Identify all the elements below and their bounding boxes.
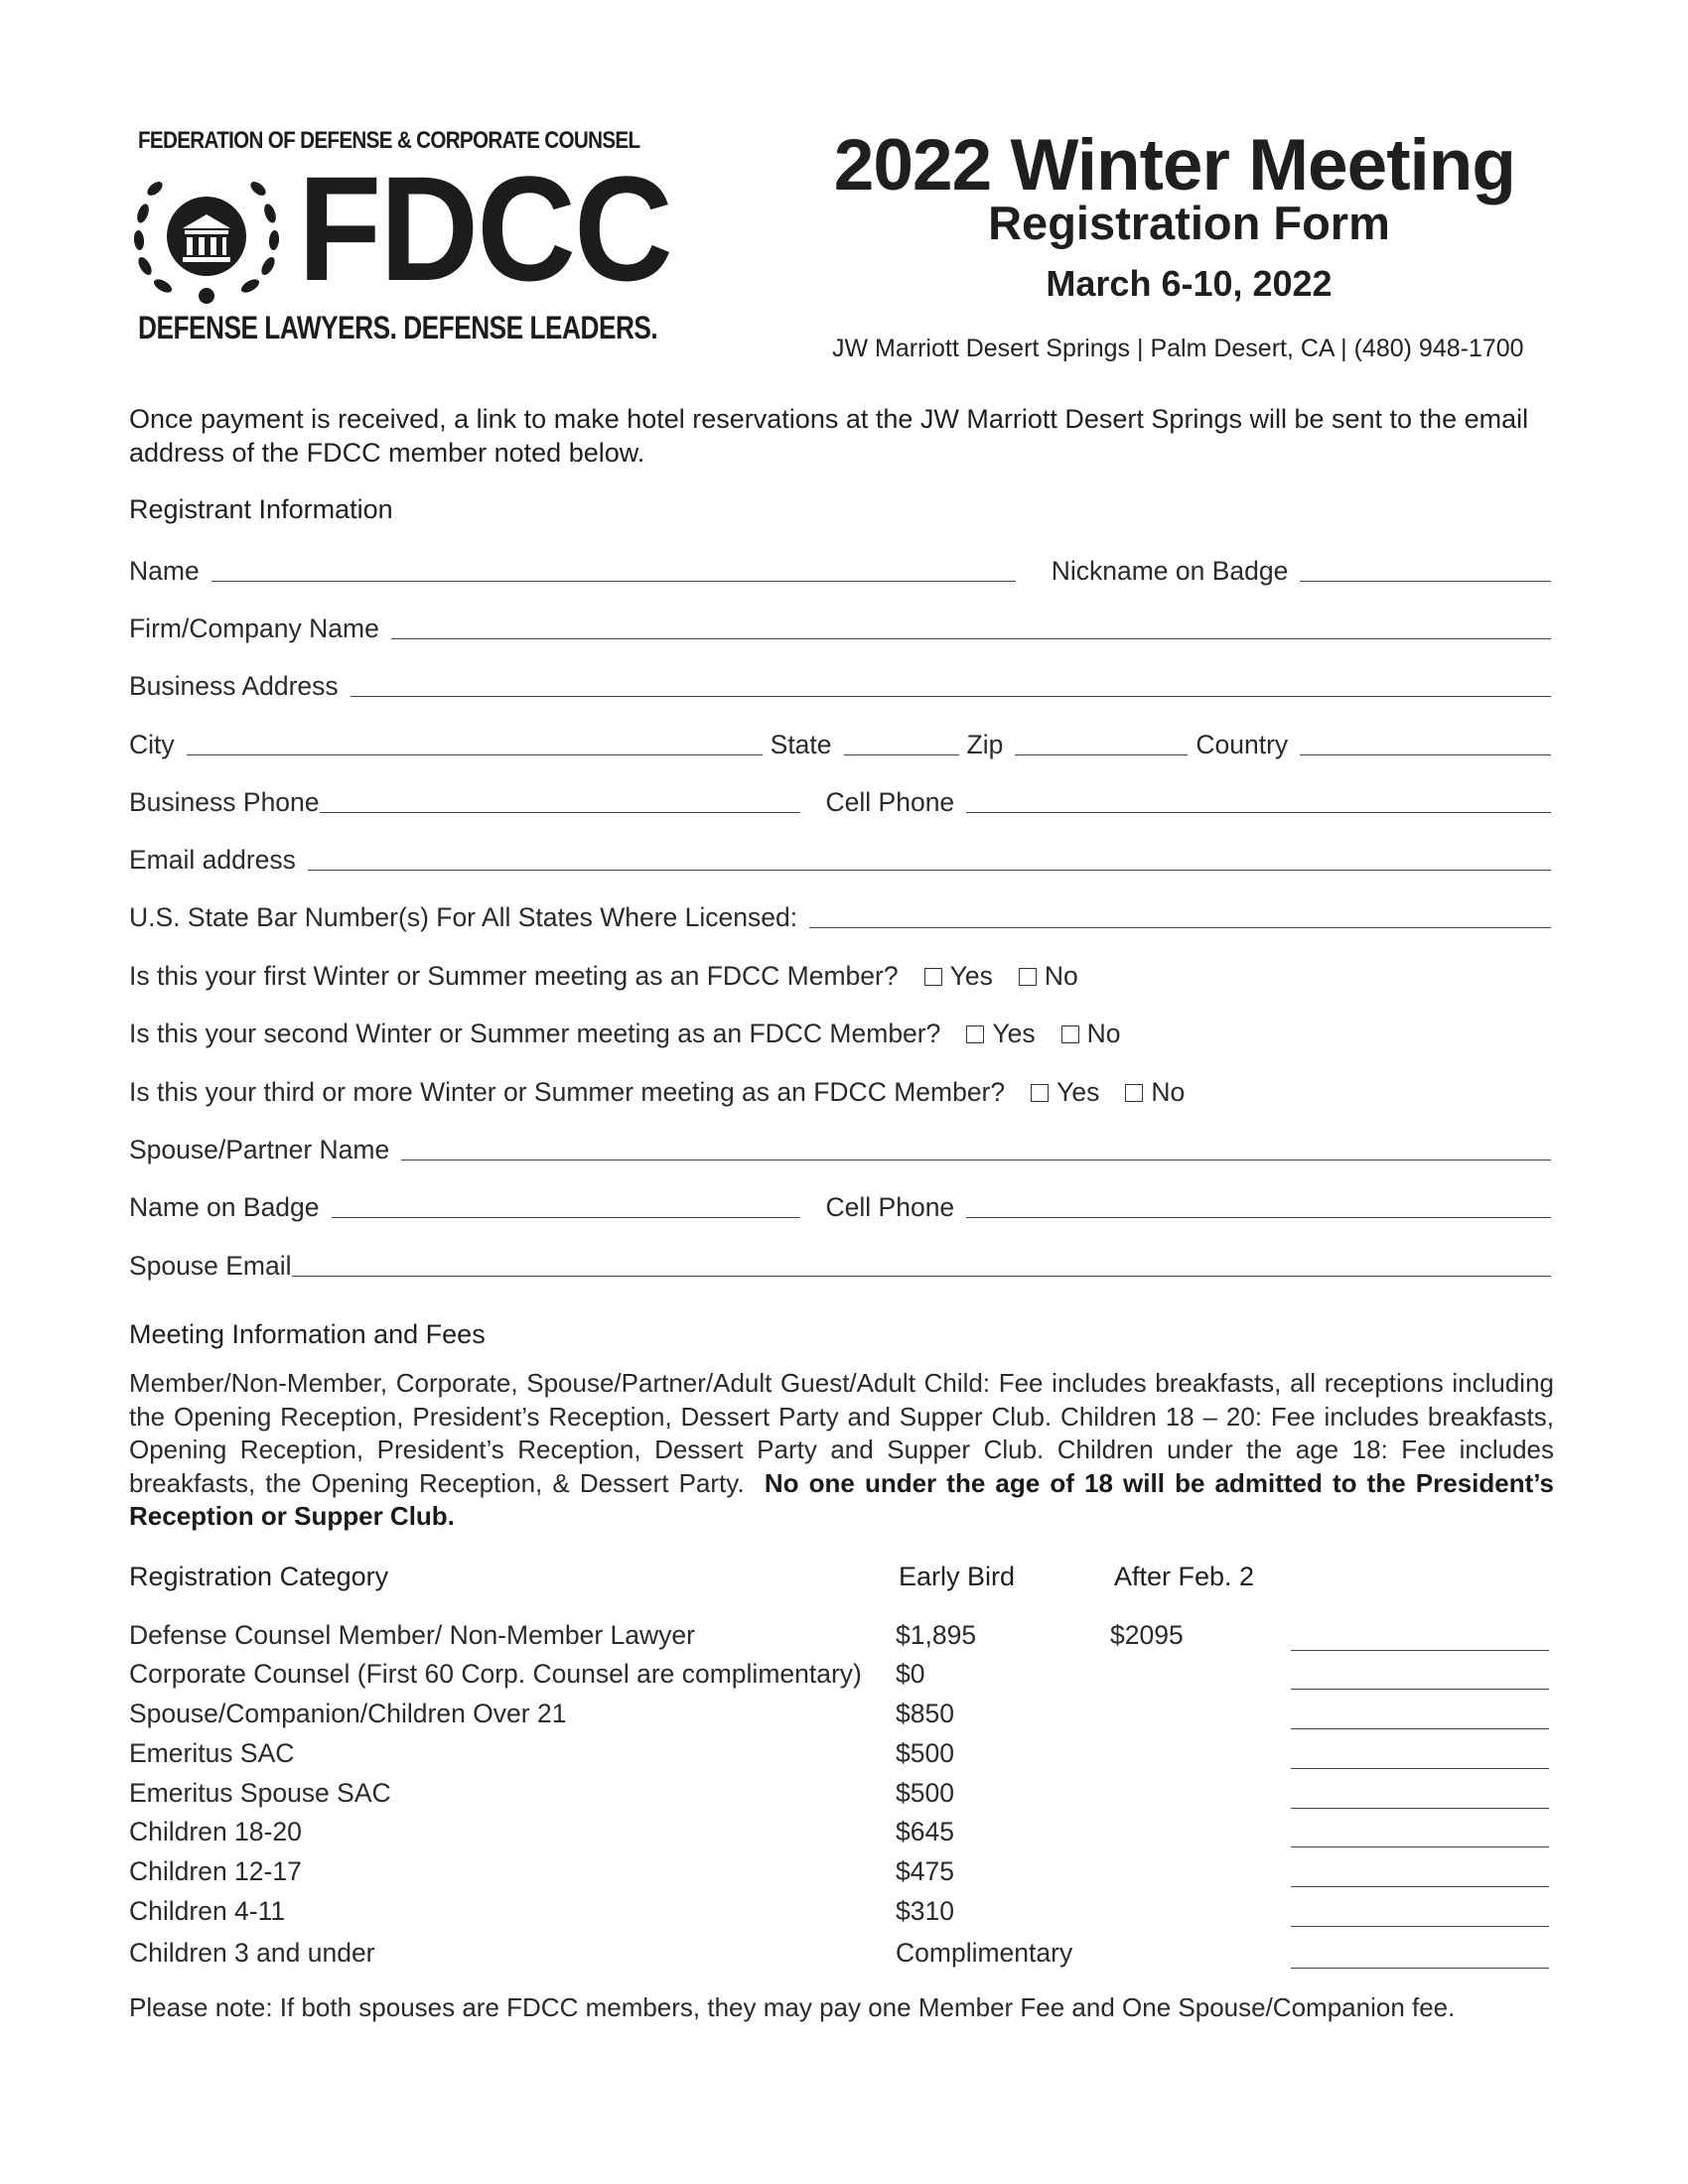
nickname-label: Nickname on Badge [1051,556,1289,586]
address-field[interactable] [351,695,1551,697]
page-title: 2022 Winter Meeting [833,125,1515,205]
third-meeting-no[interactable]: No [1125,1077,1185,1108]
meeting-paragraph: Member/Non-Member, Corporate, Spouse/Partner/Adult Guest/Adult Child: Fee includes breakfasts, all receptions including the Opening Reception, President’s Reception, Dessert Party and Supper Club. Children 18 – 20: Fee includes breakfasts, Opening Reception, President’s Reception, Dessert Party and Supper Club. Children under the age 18: Fee includes breakfasts, the Opening Reception, & Dessert Party. No one under the age of 18 will be admitted to the President’s Reception or Supper Club. [129,1368,1554,1531]
third-meeting-row [129,1072,1551,1108]
firm-field[interactable] [391,637,1551,639]
city-label: City [129,730,175,759]
nickname-field[interactable] [1300,580,1551,582]
firm-label: Firm/Company Name [129,614,379,643]
col-early-header: Early Bird [899,1562,1016,1591]
badge-name-label: Name on Badge [129,1192,320,1222]
intro-text: Once payment is received, a link to make hotel reservations at the JW Marriott Desert Springs will be sent to the email address of the FDCC member noted below. [129,404,1529,468]
checkbox-icon[interactable] [1125,1084,1143,1102]
business-phone-field[interactable] [320,811,800,813]
spouse-name-label: Spouse/Partner Name [129,1135,390,1164]
email-label: Email address [129,845,296,875]
zip-label: Zip [966,730,1004,759]
city-field[interactable] [187,753,763,755]
email-field[interactable] [308,869,1551,871]
spouse-name-field[interactable] [401,1159,1551,1160]
meeting-heading: Meeting Information and Fees [129,1319,486,1349]
badge-name-field[interactable] [332,1216,800,1218]
fee-row: Spouse/Companion/Children Over 21 $850 [129,1699,1551,1734]
bar-number-label: U.S. State Bar Number(s) For All States Where Licensed: [129,902,798,932]
country-field[interactable] [1300,753,1551,755]
fee-row: Children 4-11 $310 [129,1896,1551,1932]
laurel-building-icon [127,159,286,308]
first-meeting-yes[interactable]: Yes [924,961,993,992]
second-meeting-question: Is this your second Winter or Summer meeting as an FDCC Member? [129,1019,941,1048]
fee-row: Emeritus Spouse SAC $500 [129,1778,1551,1814]
fee-row: Corporate Counsel (First 60 Corp. Counsel are complimentary) $0 [129,1659,1551,1695]
first-meeting-question: Is this your first Winter or Summer meeting as an FDCC Member? [129,961,899,991]
cell-phone-label: Cell Phone [825,787,955,817]
fee-row: Defense Counsel Member/ Non-Member Lawyer $1,895 $2095 [129,1620,1551,1656]
phone-row [129,782,1551,818]
email-row [129,840,1551,876]
meeting-dates: March 6-10, 2022 [1046,263,1333,304]
name-field[interactable] [211,580,1016,582]
fee-amount-field[interactable] [1291,1846,1549,1847]
bar-number-field[interactable] [809,926,1551,928]
registrant-heading: Registrant Information [129,494,393,524]
firm-row [129,609,1551,644]
name-label: Name [129,556,200,586]
fee-amount-field[interactable] [1291,1768,1549,1769]
third-meeting-yes[interactable]: Yes [1031,1077,1099,1108]
venue-info: JW Marriott Desert Springs | Palm Desert, CA | (480) 948-1700 [832,335,1524,362]
second-meeting-row [129,1014,1551,1049]
checkbox-icon[interactable] [1031,1084,1049,1102]
city-row [129,725,1551,760]
country-label: Country [1196,730,1289,759]
meeting-paragraph-bold: No one under the age of 18 will be admitted to the President’s Reception or Supper Club. [129,1467,1554,1531]
first-meeting-row [129,956,1551,992]
footnote: Please note: If both spouses are FDCC members, they may pay one Member Fee and One Spouse/Companion fee. [129,1992,1456,2022]
checkbox-icon[interactable] [966,1025,984,1043]
first-meeting-no[interactable]: No [1019,961,1078,992]
checkbox-icon[interactable] [924,968,942,986]
col-after-header: After Feb. 2 [1114,1562,1255,1591]
second-meeting-no[interactable]: No [1061,1019,1121,1049]
fee-amount-field[interactable] [1291,1808,1549,1809]
form-subtitle: Registration Form [988,197,1390,249]
col-category-header: Registration Category [129,1562,389,1591]
spouse-name-row [129,1130,1551,1165]
state-field[interactable] [844,753,959,755]
logo-acronym: FDCC [298,145,671,312]
bar-number-row [129,897,1551,933]
spouse-cell-field[interactable] [966,1216,1551,1218]
state-label: State [770,730,832,759]
address-label: Business Address [129,671,339,701]
checkbox-icon[interactable] [1061,1025,1079,1043]
address-row [129,666,1551,702]
logo-tagline: DEFENSE LAWYERS. DEFENSE LEADERS. [138,310,658,345]
fee-row: Emeritus SAC $500 [129,1738,1551,1774]
fee-amount-field[interactable] [1291,1689,1549,1690]
business-phone-label: Business Phone [129,787,320,817]
name-row [129,551,1551,587]
zip-field[interactable] [1015,753,1188,755]
fee-amount-field[interactable] [1291,1926,1549,1927]
checkbox-icon[interactable] [1019,968,1037,986]
spouse-email-row [129,1246,1551,1282]
logo-top-text: FEDERATION OF DEFENSE & CORPORATE COUNSEL [138,127,640,154]
spouse-email-label: Spouse Email [129,1251,292,1281]
spouse-cell-label: Cell Phone [825,1192,955,1222]
fee-amount-field[interactable] [1291,1728,1549,1729]
badge-row [129,1187,1551,1223]
spouse-email-field[interactable] [292,1275,1551,1277]
cell-phone-field[interactable] [966,811,1551,813]
fee-amount-field[interactable] [1291,1968,1549,1969]
fee-row: Children 12-17 $475 [129,1856,1551,1892]
fee-row: Children 18-20 $645 [129,1817,1551,1852]
fee-amount-field[interactable] [1291,1650,1549,1651]
fee-row: Children 3 and under Complimentary [129,1938,1551,1974]
fee-amount-field[interactable] [1291,1886,1549,1887]
second-meeting-yes[interactable]: Yes [966,1019,1035,1049]
third-meeting-question: Is this your third or more Winter or Summer meeting as an FDCC Member? [129,1077,1006,1107]
